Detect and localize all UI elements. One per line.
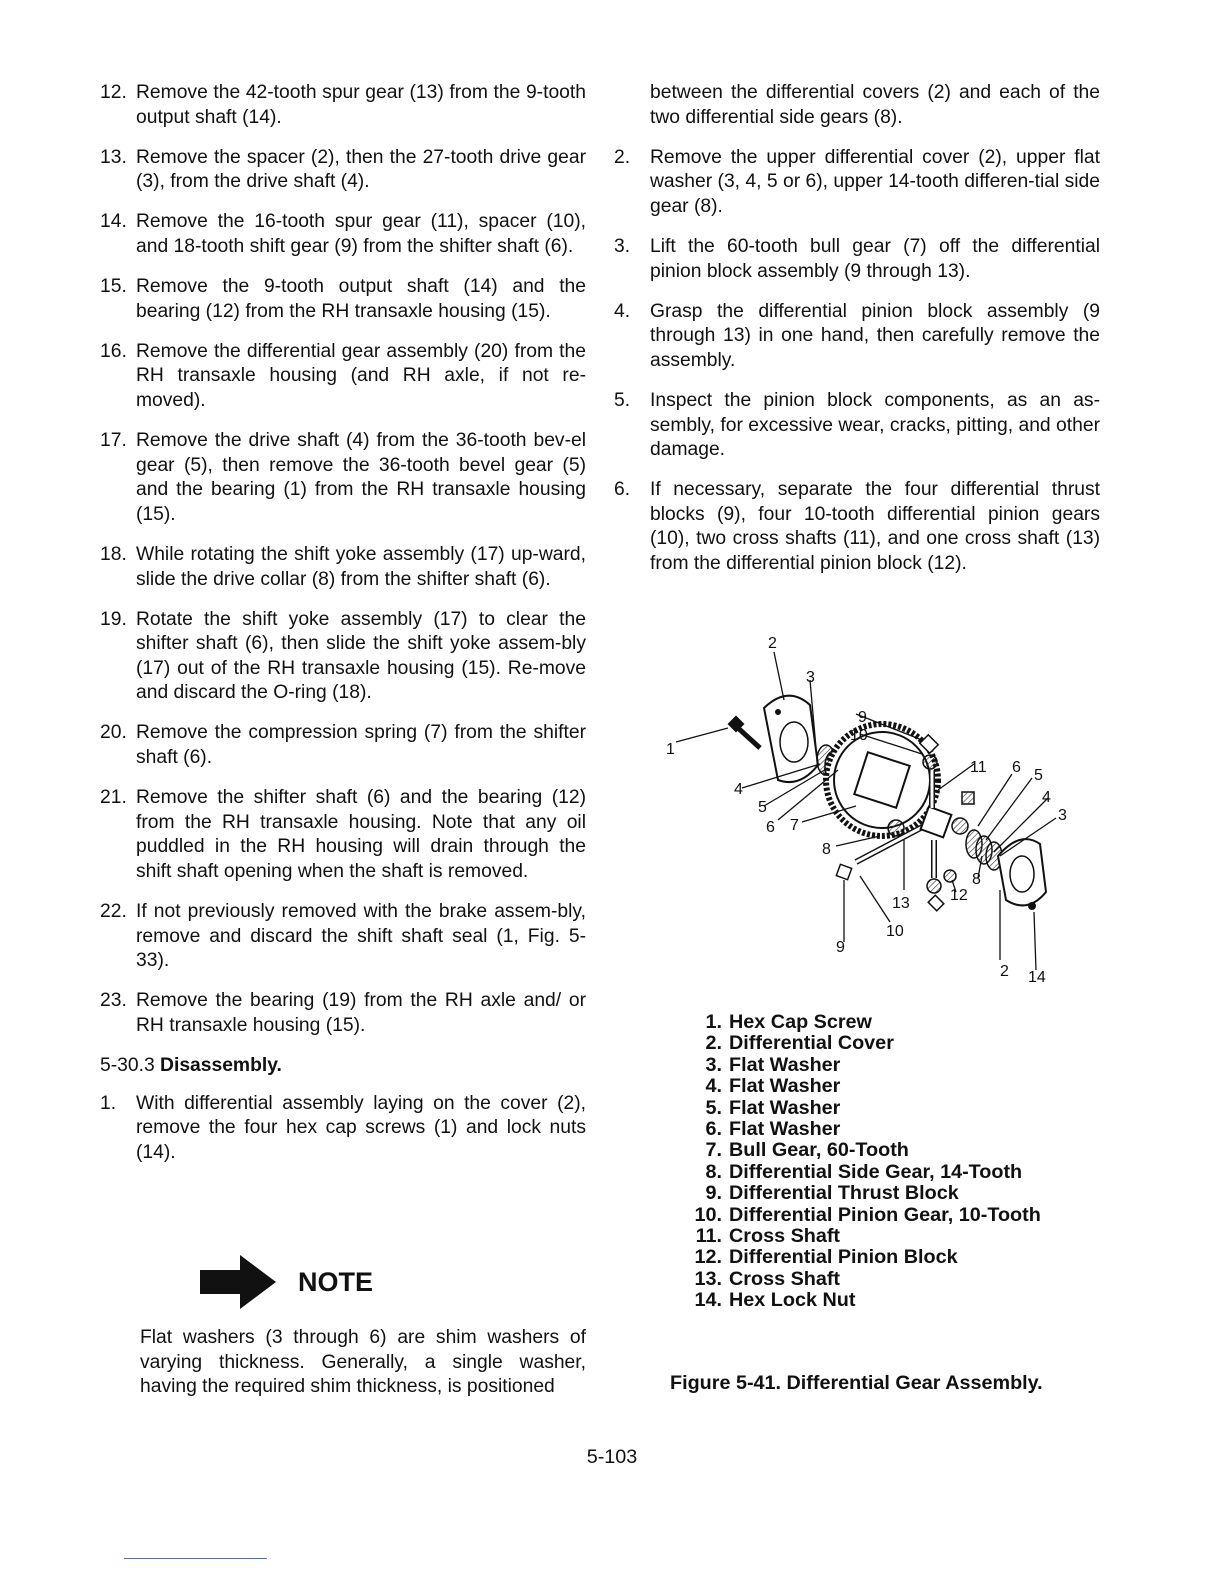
callout-6-right: 6 [1012, 759, 1021, 776]
disassembly-step-3 [614, 235, 1100, 284]
callout-1: 1 [666, 741, 675, 758]
callout-2-bottom: 2 [1000, 963, 1009, 980]
step-15 [100, 275, 586, 324]
step-12 [100, 81, 586, 130]
legend-number: 7. [705, 1139, 722, 1162]
callout-11: 11 [970, 759, 987, 776]
step-19 [100, 608, 586, 706]
right-column [614, 81, 1100, 592]
step-text: Grasp the differential pinion block assembly (9 through 13) in one hand, then carefully remove the assembly. [650, 300, 1100, 371]
step-16 [100, 340, 586, 414]
legend-item [672, 1140, 1092, 1161]
disassembly-step-5 [614, 389, 1100, 463]
disassembly-step-6 [614, 478, 1100, 576]
hex-cap-screw [728, 716, 760, 748]
legend-item [672, 1076, 1092, 1097]
step-number: 18. [100, 543, 127, 565]
step-text: Remove the upper differential cover (2), upper flat washer (3, 4, 5 or 6), upper 14-tooth differen-tial side gear (8). [650, 146, 1100, 217]
upper-differential-cover [764, 696, 818, 782]
step-text: Remove the 42-tooth spur gear (13) from the 9-tooth output shaft (14). [136, 82, 586, 128]
step-text: With differential assembly laying on the cover (2), remove the four hex cap screws (1) and lock nuts (14). [136, 1092, 586, 1163]
callout-10-top: 10 [850, 727, 868, 744]
legend-item [672, 1012, 1092, 1033]
step-number: 3. [614, 235, 631, 257]
legend-label: Cross Shaft [729, 1267, 841, 1290]
legend-label: Flat Washer [729, 1118, 841, 1141]
step-number: 4. [614, 300, 631, 322]
callout-10-bottom: 10 [886, 923, 904, 940]
step-text: Remove the shifter shaft (6) and the bearing (12) from the RH transaxle housing. Note that any oil puddled in the RH housing will drain through the shift shaft opening when the shaft is removed. [136, 787, 586, 882]
step-number: 6. [614, 479, 631, 501]
step-number: 19. [100, 608, 127, 630]
callout-14: 14 [1028, 969, 1046, 986]
legend-label: Bull Gear, 60-Tooth [729, 1139, 909, 1162]
legend-number: 9. [705, 1182, 722, 1205]
legend-label: Hex Cap Screw [729, 1011, 872, 1033]
step-text: While rotating the shift yoke assembly (17) up-ward, slide the drive collar (8) from the shifter shaft (6). [136, 543, 586, 590]
section-title: Disassembly. [160, 1055, 282, 1076]
step-text: Remove the spacer (2), then the 27-tooth drive gear (3), from the drive shaft (4). [136, 146, 586, 193]
step-number: 16. [100, 340, 127, 362]
step-text: Inspect the pinion block components, as an as-sembly, for excessive wear, cracks, pitting, and other damage. [650, 389, 1100, 461]
note-text: Flat washers (3 through 6) are shim washers of varying thickness. Generally, a single washer, having the required shim thickness, is positioned [140, 1327, 586, 1398]
legend-label: Flat Washer [729, 1096, 841, 1119]
step-20 [100, 721, 586, 770]
note-label: NOTE [298, 1266, 374, 1297]
step-number: 12. [100, 82, 127, 103]
step-number: 22. [100, 901, 127, 923]
step-21 [100, 786, 586, 884]
legend-item [672, 1162, 1092, 1183]
legend-number: 3. [705, 1053, 722, 1076]
callout-2-top: 2 [768, 635, 777, 652]
legend-number: 1. [705, 1011, 722, 1033]
legend-number: 8. [705, 1160, 722, 1183]
step-number: 15. [100, 276, 127, 298]
step-text: Remove the 16-tooth spur gear (11), spacer (10), and 18-tooth shift gear (9) from the shifter shaft (6). [136, 211, 586, 257]
callout-13: 13 [892, 895, 910, 912]
legend-number: 11. [695, 1225, 722, 1248]
legend-number: 12. [694, 1246, 722, 1269]
legend-label: Hex Lock Nut [729, 1289, 856, 1312]
step-23 [100, 989, 586, 1038]
callout-9-bottom: 9 [836, 939, 845, 956]
step-14 [100, 210, 586, 259]
step-17 [100, 429, 586, 527]
step-number: 17. [100, 430, 127, 452]
legend-item [672, 1205, 1092, 1226]
legend-number: 14. [694, 1289, 722, 1312]
step-text: Lift the 60-tooth bull gear (7) off the differential pinion block assembly (9 through 13). [650, 235, 1100, 282]
legend-number: 6. [705, 1118, 722, 1141]
callout-3-top: 3 [806, 669, 815, 686]
step-13 [100, 146, 586, 195]
disassembly-step-4 [614, 300, 1100, 374]
callout-4-right: 4 [1042, 789, 1051, 806]
legend-number: 5. [705, 1096, 722, 1119]
note-header [200, 1252, 373, 1312]
legend-item [672, 1033, 1092, 1054]
legend-label: Differential Pinion Block [729, 1246, 958, 1269]
step-text: If necessary, separate the four differential thrust blocks (9), four 10-tooth differential pinion gears (10), two cross shafts (11), and one cross shaft (13) from the differential pinion block (12). [650, 479, 1100, 574]
legend-number: 2. [705, 1032, 722, 1055]
callout-3-right: 3 [1058, 807, 1067, 824]
step-text: Remove the drive shaft (4) from the 36-tooth bev-el gear (5), then remove the 36-tooth bevel gear (5) and the bearing (1) from the RH transaxle housing (15). [136, 430, 586, 525]
callout-8-left: 8 [822, 841, 831, 858]
step-number: 23. [100, 990, 127, 1012]
step-text: Remove the 9-tooth output shaft (14) and the bearing (12) from the RH transaxle housing (15). [136, 276, 586, 322]
legend-label: Differential Side Gear, 14-Tooth [729, 1160, 1023, 1183]
callout-12: 12 [950, 887, 968, 904]
section-heading [100, 1054, 586, 1079]
legend-label: Cross Shaft [729, 1225, 841, 1248]
step-18 [100, 543, 586, 592]
step-number: 5. [614, 389, 631, 411]
step-text: Remove the bearing (19) from the RH axle and/ or RH transaxle housing (15). [136, 990, 586, 1036]
callout-8-right: 8 [972, 871, 981, 888]
step-number: 21. [100, 787, 127, 809]
legend-number: 13. [694, 1267, 722, 1290]
figure-caption: Figure 5-41. Differential Gear Assembly. [670, 1372, 1043, 1394]
legend-label: Differential Pinion Gear, 10-Tooth [729, 1203, 1041, 1226]
legend-item [672, 1183, 1092, 1204]
figure-legend [672, 1012, 1092, 1312]
legend-label: Differential Cover [729, 1032, 894, 1055]
arrow-right-icon [200, 1253, 278, 1311]
legend-label: Differential Thrust Block [729, 1182, 959, 1205]
step-number: 20. [100, 722, 127, 744]
section-number: 5-30.3 [100, 1055, 155, 1076]
page-number: 5-103 [586, 1446, 638, 1468]
legend-item [672, 1055, 1092, 1076]
legend-item [672, 1098, 1092, 1119]
legend-label: Flat Washer [729, 1075, 841, 1098]
step-22 [100, 900, 586, 974]
step-number: 2. [614, 146, 631, 168]
step-number: 13. [100, 146, 127, 168]
callout-4-left: 4 [734, 781, 743, 798]
disassembly-step-1 [100, 1092, 586, 1166]
legend-item [672, 1119, 1092, 1140]
step-text: Remove the differential gear assembly (20) from the RH transaxle housing (and RH axle, if not re-moved). [136, 340, 586, 411]
step-text: If not previously removed with the brake assem-bly, remove and discard the shift shaft seal (1, Fig. 5-33). [136, 901, 586, 972]
step-number: 1. [100, 1092, 117, 1114]
legend-item [672, 1290, 1092, 1311]
differential-exploded-diagram [660, 630, 1100, 990]
step-text: Rotate the shift yoke assembly (17) to clear the shifter shaft (6), then slide the shift yoke assem-bly (17) out of the RH transaxle housing (15). Re-move and discard the O-ring (18). [136, 608, 586, 704]
legend-item [672, 1247, 1092, 1268]
step-continuation [614, 81, 1100, 130]
footer-rule [124, 1558, 267, 1559]
legend-label: Flat Washer [729, 1053, 841, 1076]
step-text: between the differential covers (2) and each of the two differential side gears (8). [650, 82, 1100, 128]
legend-number: 4. [705, 1075, 722, 1098]
callout-7: 7 [790, 817, 799, 834]
callout-5-left: 5 [758, 799, 767, 816]
callout-9-top: 9 [858, 709, 867, 726]
legend-item [672, 1269, 1092, 1290]
legend-item [672, 1226, 1092, 1247]
step-text: Remove the compression spring (7) from the shifter shaft (6). [136, 722, 586, 769]
disassembly-step-2 [614, 146, 1100, 220]
legend-number: 10. [694, 1203, 722, 1226]
left-column [100, 81, 586, 1181]
lower-differential-cover [998, 839, 1046, 910]
step-number: 14. [100, 211, 127, 233]
callout-6-left: 6 [766, 819, 775, 836]
callout-5-right: 5 [1034, 767, 1043, 784]
